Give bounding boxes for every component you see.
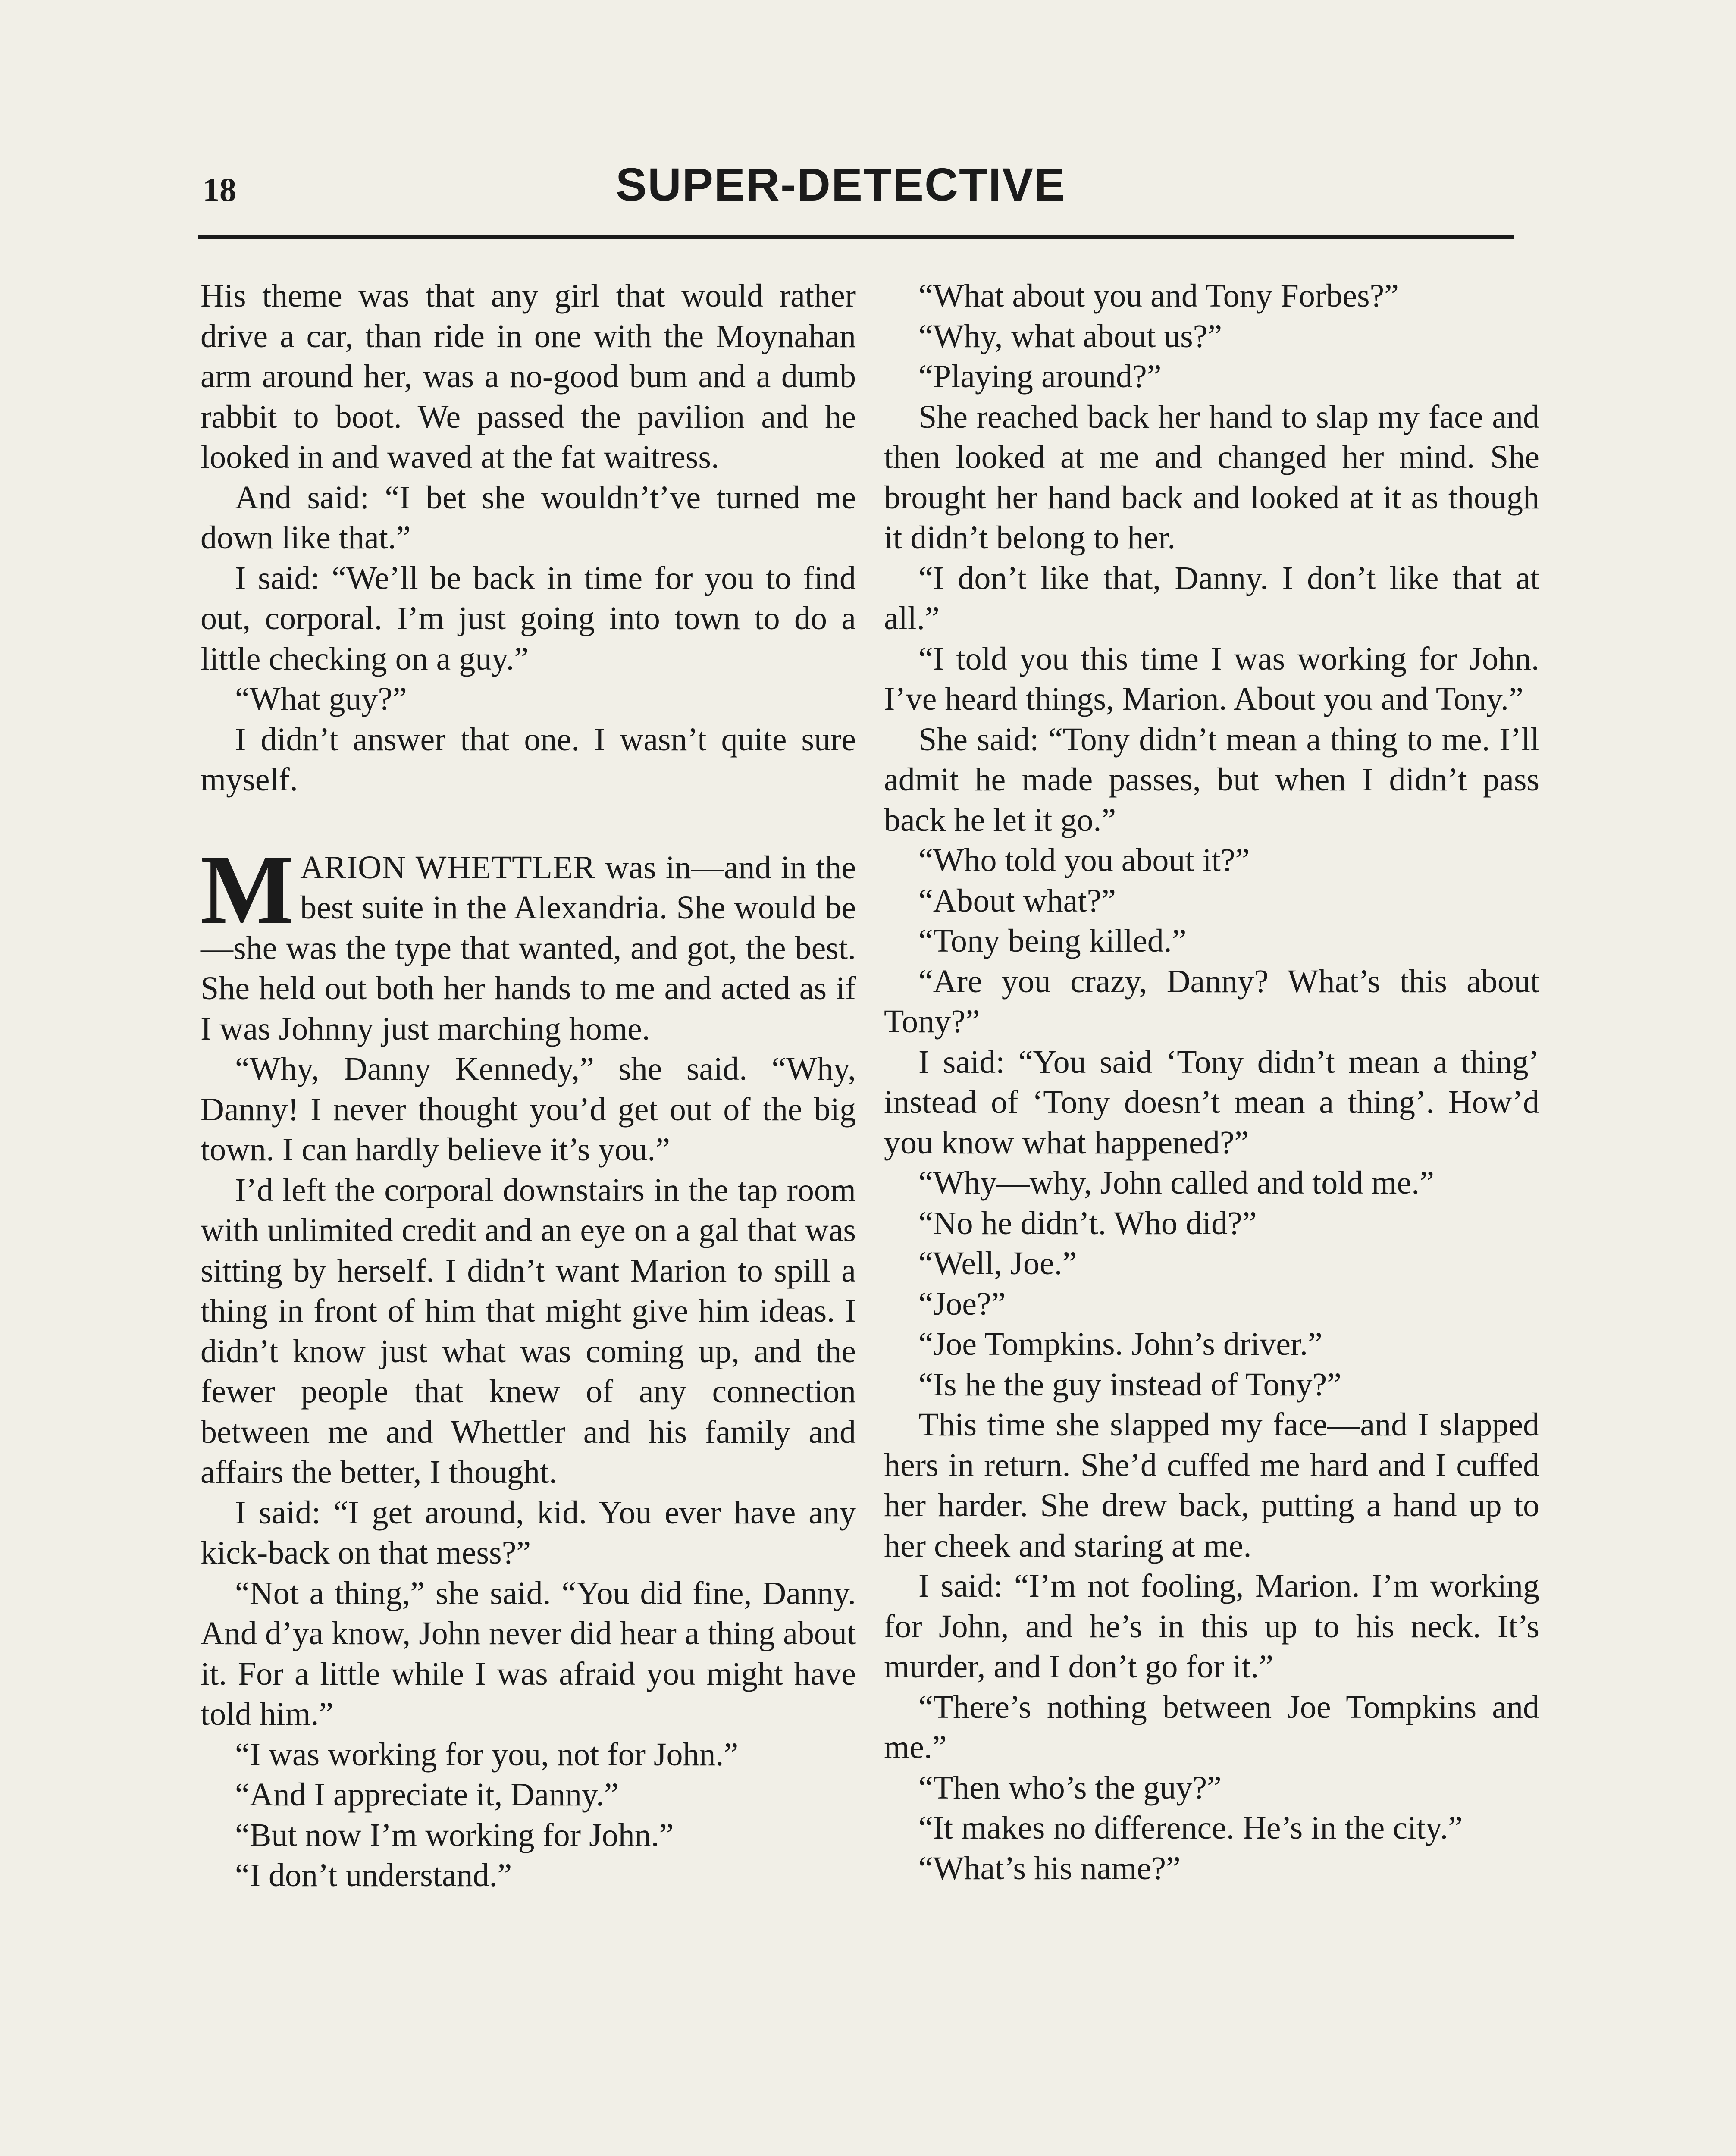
paragraph: She said: “Tony didn’t mean a thing to me. I’ll admit he made passes, but when I didn’t pass back he let it go.” [884,721,1539,838]
paragraph: “Not a thing,” she said. “You did fine, Danny. And d’ya know, John never did hear a thing about it. For a little while I was afraid you might have told him.” [201,1575,856,1732]
paragraph: “I don’t like that, Danny. I don’t like that at all.” [884,560,1539,636]
header-rule [198,235,1514,239]
paragraph: “About what?” [918,882,1116,919]
paragraph: I said: “We’ll be back in time for you to find out, corporal. I’m just going into town to do a little checking on a guy.” [201,560,856,677]
paragraph: I said: “You said ‘Tony didn’t mean a thing’ instead of ‘Tony doesn’t mean a thing’. How’d you know what happened?” [884,1044,1539,1161]
paragraph: “There’s nothing between Joe Tompkins and me.” [884,1689,1539,1765]
paragraph: I said: “I’m not fooling, Marion. I’m working for John, and he’s in this up to his neck. It’s murder, and I don’t go for it.” [884,1568,1539,1685]
paragraph: “Playing around?” [918,358,1162,395]
paragraph: “Then who’s the guy?” [918,1769,1222,1806]
paragraph: “Joe?” [918,1285,1006,1322]
paragraph: “Are you crazy, Danny? What’s this about Tony?” [884,963,1539,1040]
paragraph: “Tony being killed.” [918,923,1187,959]
paragraph: “Joe Tompkins. John’s driver.” [918,1326,1322,1362]
paragraph: “I was working for you, not for John.” [235,1736,739,1773]
paragraph: “Is he the guy instead of Tony?” [918,1366,1341,1403]
paragraph: I didn’t answer that one. I wasn’t quite sure myself. [201,721,856,798]
paragraph: “I don’t understand.” [235,1857,512,1893]
paragraph: “I told you this time I was working for John. I’ve heard things, Marion. About you and Tony.” [884,640,1539,717]
paragraph: His theme was that any girl that would rather drive a car, than ride in one with the Moynahan arm around her, was a no-good bum and a dumb rabbit to boot. We passed the pavilion and he looked in and waved at the fat waitress. [201,278,856,475]
paragraph: And said: “I bet she wouldn’t’ve turned me down like that.” [201,479,856,556]
running-title: SUPER-DETECTIVE [615,158,1066,210]
paragraph: “Why, what about us?” [918,318,1222,354]
opening-text: was in—and in the best suite in the Alexandria. She would be—she was the type that wanted, and got, the best. She held out both her hands to me and acted as if I was Johnny just marching home. [201,849,856,1047]
paragraph: “Well, Joe.” [918,1245,1077,1282]
drop-cap: M [201,834,295,944]
paragraph: This time she slapped my face—and I slapped hers in return. She’d cuffed me hard and I cuffed her harder. She drew back, putting a hand up to her cheek and staring at me. [884,1407,1539,1564]
paragraph: “Who told you about it?” [918,842,1250,878]
right-column [884,276,1539,1889]
paragraph: I’d left the corporal downstairs in the tap room with unlimited credit and an eye on a gal that was sitting by herself. I didn’t want Marion to spill a thing in front of him that might give him ideas. I didn’t know just what was coming up, and the fewer people that knew of any connection between me and Whettler and his family and affairs the better, I thought. [201,1172,856,1490]
section-opening-paragraph [201,834,856,1050]
paragraph: “But now I’m working for John.” [235,1817,674,1853]
paragraph: She reached back her hand to slap my face and then looked at me and changed her mind. She brought her hand back and looked at it as though it didn’t belong to her. [884,398,1539,556]
paragraph: “No he didn’t. Who did?” [918,1205,1257,1241]
paragraph: I said: “I get around, kid. You ever have any kick-back on that mess?” [201,1494,856,1571]
paragraph: “Why—why, John called and told me.” [918,1165,1434,1201]
paragraph: “What about you and Tony Forbes?” [918,278,1399,314]
lead-in: ARION WHETTLER [300,849,596,886]
paragraph: “What guy?” [235,681,407,717]
paragraph: “What’s his name?” [918,1850,1181,1887]
left-column [201,276,856,1896]
page-number: 18 [203,171,236,208]
paragraph: “Why, Danny Kennedy,” she said. “Why, Danny! I never thought you’d get out of the big town. I can hardly believe it’s you.” [201,1051,856,1168]
paragraph: “It makes no difference. He’s in the city.” [918,1810,1463,1846]
paragraph: “And I appreciate it, Danny.” [235,1777,619,1813]
